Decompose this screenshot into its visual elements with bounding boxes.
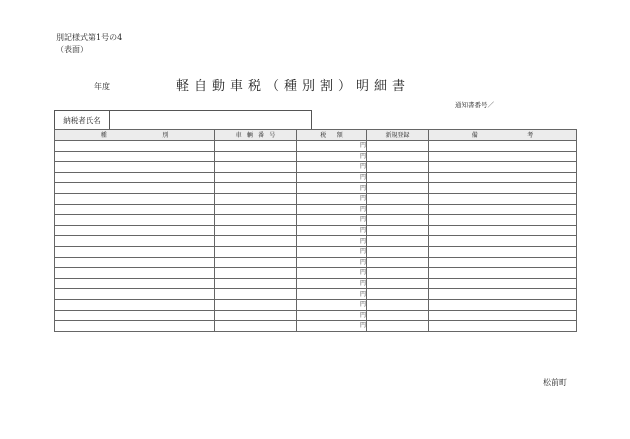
table-cell[interactable]: [215, 289, 297, 300]
fiscal-year-label: 年度: [94, 82, 110, 91]
table-cell[interactable]: [367, 141, 429, 152]
table-cell[interactable]: [429, 299, 577, 310]
tax-amount-cell[interactable]: 円: [297, 236, 367, 247]
col-header-part: 別: [162, 131, 169, 139]
table-cell[interactable]: [367, 321, 429, 332]
col-header-part: 号: [269, 131, 276, 139]
col-header-part: 種: [100, 131, 107, 139]
tax-amount-cell[interactable]: 円: [297, 172, 367, 183]
table-cell[interactable]: [55, 268, 215, 279]
tax-amount-cell[interactable]: 円: [297, 299, 367, 310]
table-cell[interactable]: [367, 162, 429, 173]
table-row: [55, 183, 577, 194]
table-row: [55, 268, 577, 279]
table-cell[interactable]: [429, 236, 577, 247]
table-cell[interactable]: [429, 183, 577, 194]
table-cell[interactable]: [367, 310, 429, 321]
table-cell[interactable]: [429, 215, 577, 226]
table-cell[interactable]: [215, 215, 297, 226]
table-cell[interactable]: [55, 141, 215, 152]
table-row: [55, 310, 577, 321]
table-cell[interactable]: [55, 289, 215, 300]
table-cell[interactable]: [215, 321, 297, 332]
document-title: 軽自動車税（種別割）明細書: [176, 79, 411, 94]
table-cell[interactable]: [55, 162, 215, 173]
table-cell[interactable]: [367, 299, 429, 310]
table-row: [55, 204, 577, 215]
side-label: （表面）: [56, 45, 88, 54]
table-cell[interactable]: [215, 246, 297, 257]
table-cell[interactable]: [55, 257, 215, 268]
form-number: 別記様式第1号の4: [56, 33, 123, 42]
col-header-type: [55, 130, 215, 141]
table-row: [55, 225, 577, 236]
table-row: [55, 172, 577, 183]
table-cell[interactable]: [55, 310, 215, 321]
table-cell[interactable]: [55, 299, 215, 310]
col-header-part: 車: [235, 131, 242, 139]
table-cell[interactable]: [429, 310, 577, 321]
table-row: [55, 257, 577, 268]
table-cell[interactable]: [55, 321, 215, 332]
table-cell[interactable]: [215, 151, 297, 162]
table-row: [55, 321, 577, 332]
table-cell[interactable]: [55, 183, 215, 194]
table-row: [55, 215, 577, 226]
table-cell[interactable]: [215, 310, 297, 321]
table-row: [55, 278, 577, 289]
table-cell[interactable]: [367, 225, 429, 236]
table-cell[interactable]: [215, 183, 297, 194]
tax-amount-cell[interactable]: 円: [297, 257, 367, 268]
table-cell[interactable]: [429, 289, 577, 300]
table-cell[interactable]: [429, 162, 577, 173]
table-cell[interactable]: [429, 246, 577, 257]
tax-amount-cell[interactable]: 円: [297, 225, 367, 236]
tax-amount-cell[interactable]: 円: [297, 289, 367, 300]
table-cell[interactable]: [367, 268, 429, 279]
table-row: [55, 162, 577, 173]
table-cell[interactable]: [429, 172, 577, 183]
tax-amount-cell[interactable]: 円: [297, 278, 367, 289]
taxpayer-name-field: [54, 110, 312, 129]
table-cell[interactable]: [55, 215, 215, 226]
table-cell[interactable]: [215, 204, 297, 215]
table-row: [55, 299, 577, 310]
col-header-tax-amount: [297, 130, 367, 141]
municipality-name: 松前町: [543, 378, 567, 387]
table-cell[interactable]: [215, 299, 297, 310]
table-cell[interactable]: [429, 257, 577, 268]
table-cell[interactable]: [55, 278, 215, 289]
col-header-part: 備: [471, 131, 478, 139]
table-cell[interactable]: [215, 193, 297, 204]
col-header-vehicle-number: [215, 130, 297, 141]
notice-number-label: 通知書番号／: [455, 101, 494, 109]
tax-amount-cell[interactable]: 円: [297, 321, 367, 332]
tax-amount-cell[interactable]: 円: [297, 151, 367, 162]
table-cell[interactable]: [215, 236, 297, 247]
col-header-part: 考: [527, 131, 534, 139]
table-row: [55, 151, 577, 162]
col-header-part: 額: [336, 131, 343, 139]
table-cell[interactable]: [367, 246, 429, 257]
tax-amount-cell[interactable]: 円: [297, 193, 367, 204]
table-cell[interactable]: [215, 172, 297, 183]
table-cell[interactable]: [55, 236, 215, 247]
table-cell[interactable]: [55, 204, 215, 215]
table-cell[interactable]: [215, 225, 297, 236]
tax-amount-cell[interactable]: 円: [297, 204, 367, 215]
tax-amount-cell[interactable]: 円: [297, 310, 367, 321]
taxpayer-name-value[interactable]: [110, 111, 311, 129]
col-header-remarks: [429, 130, 577, 141]
col-header-part: 番: [258, 131, 265, 139]
table-cell[interactable]: [429, 151, 577, 162]
table-cell[interactable]: [215, 268, 297, 279]
col-header-part: 税: [320, 131, 327, 139]
table-cell[interactable]: [429, 141, 577, 152]
table-cell[interactable]: [429, 278, 577, 289]
table-row: [55, 236, 577, 247]
table-cell[interactable]: [215, 141, 297, 152]
table-header-row: [55, 130, 577, 141]
table-cell[interactable]: [55, 225, 215, 236]
tax-amount-cell[interactable]: 円: [297, 141, 367, 152]
col-header-new-registration: [367, 130, 429, 141]
table-cell[interactable]: [367, 257, 429, 268]
tax-detail-table: [54, 129, 577, 332]
table-cell[interactable]: [367, 204, 429, 215]
table-cell[interactable]: [367, 193, 429, 204]
col-header-part: 新規登録: [385, 131, 410, 139]
table-cell[interactable]: [215, 162, 297, 173]
taxpayer-name-label: 納税者氏名: [55, 111, 110, 129]
col-header-part: 輌: [246, 131, 253, 139]
table-cell[interactable]: [367, 215, 429, 226]
tax-amount-cell[interactable]: 円: [297, 246, 367, 257]
table-cell[interactable]: [429, 268, 577, 279]
table-cell[interactable]: [55, 246, 215, 257]
table-cell[interactable]: [429, 225, 577, 236]
table-cell[interactable]: [215, 278, 297, 289]
table-row: [55, 289, 577, 300]
table-cell[interactable]: [367, 151, 429, 162]
table-cell[interactable]: [55, 151, 215, 162]
table-cell[interactable]: [429, 193, 577, 204]
table-cell[interactable]: [215, 257, 297, 268]
tax-amount-cell[interactable]: 円: [297, 268, 367, 279]
table-cell[interactable]: [55, 172, 215, 183]
table-cell[interactable]: [367, 172, 429, 183]
table-cell[interactable]: [429, 321, 577, 332]
tax-amount-cell[interactable]: 円: [297, 162, 367, 173]
table-row: [55, 141, 577, 152]
table-row: [55, 193, 577, 204]
table-cell[interactable]: [367, 236, 429, 247]
table-cell[interactable]: [367, 278, 429, 289]
tax-amount-cell[interactable]: 円: [297, 183, 367, 194]
table-row: [55, 246, 577, 257]
tax-amount-cell[interactable]: 円: [297, 215, 367, 226]
table-cell[interactable]: [429, 204, 577, 215]
table-cell[interactable]: [55, 193, 215, 204]
table-cell[interactable]: [367, 183, 429, 194]
table-cell[interactable]: [367, 289, 429, 300]
